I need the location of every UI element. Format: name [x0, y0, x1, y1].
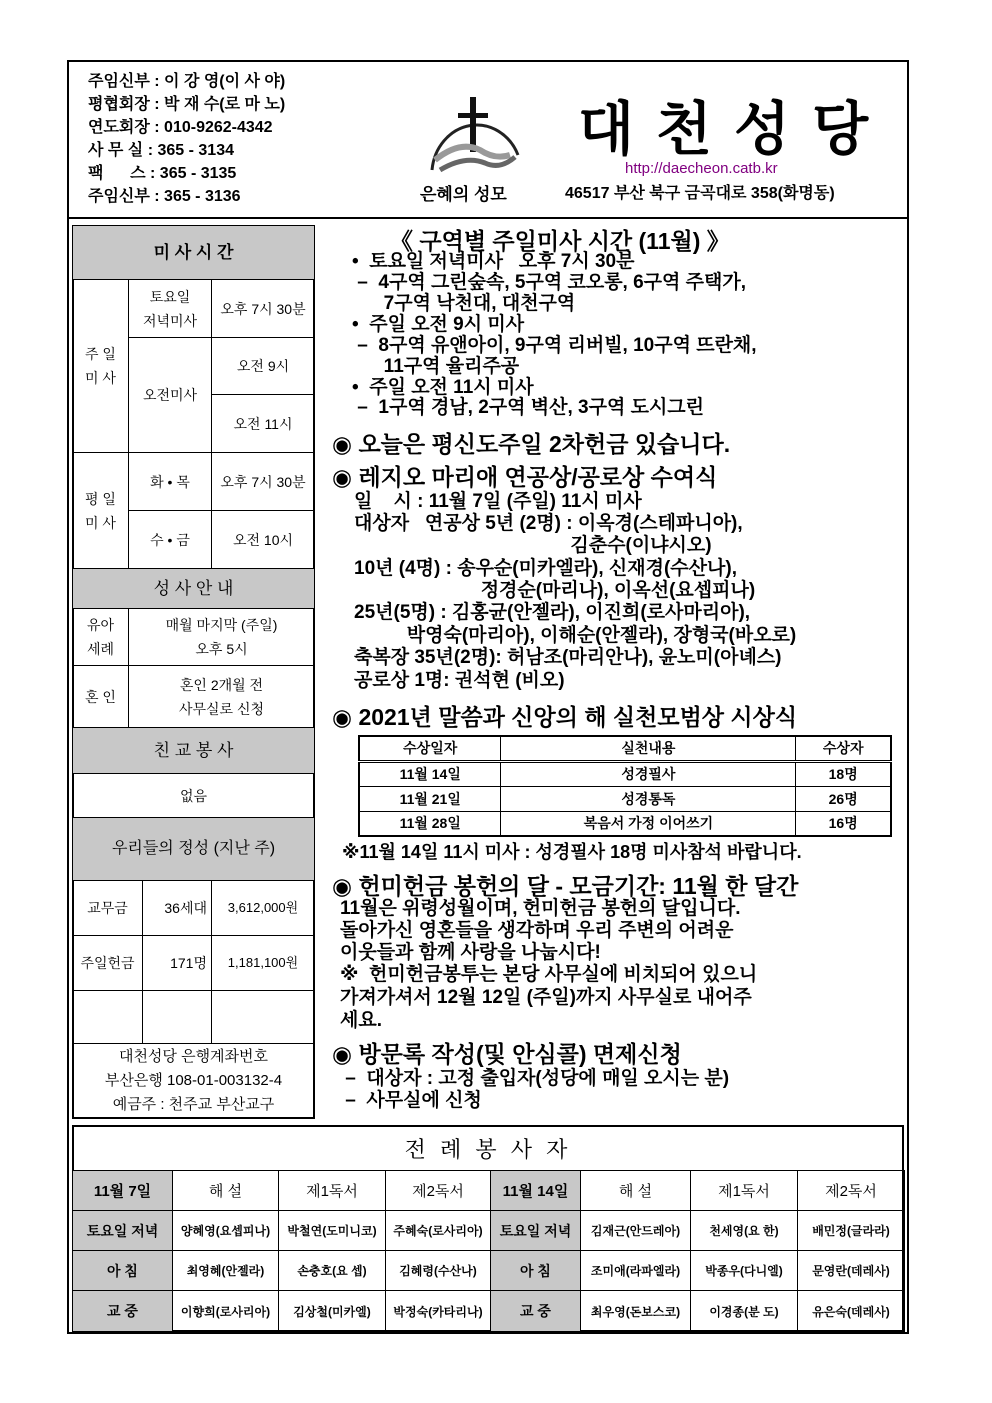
legio-line: 김춘수(이냐시오): [354, 535, 712, 556]
column-header: 수상자: [796, 736, 891, 761]
legio-line: 공로상 1명: 권석현 (비오): [354, 670, 565, 691]
award-note: ※11월 14일 11시 미사 : 성경필사 18명 미사참석 바랍니다.: [342, 842, 802, 862]
mass-line: • 주일 오전 9시 미사: [352, 314, 525, 335]
offering-name: 교무금: [72, 880, 143, 936]
offering-line: 돌아가신 영혼들을 생각하며 우리 주변의 어려운: [340, 920, 734, 941]
offering-line: 11월은 위령성월이며, 헌미헌금 봉헌의 달입니다.: [340, 898, 741, 919]
server-name: 주혜숙(로사리아): [385, 1210, 491, 1251]
empty-cell: [142, 990, 212, 1044]
visit-line: – 사무실에 신청: [340, 1090, 482, 1111]
server-name: 이향희(로사리아): [172, 1290, 279, 1332]
bank-account: [72, 1043, 315, 1119]
award-date: 11월 21일: [359, 786, 501, 811]
table-row: [359, 786, 891, 811]
mass-11am: 오전 11시: [211, 394, 315, 453]
service-label: 아 침: [72, 1250, 173, 1291]
offering-count: 36세대: [142, 880, 212, 936]
service-label: 아 침: [490, 1250, 581, 1291]
main-content: [320, 0, 908, 1120]
mass-time-heading: 미 사 시 간: [72, 225, 315, 280]
notice-heading: ◉ 오늘은 평신도주일 2차헌금 있습니다.: [332, 431, 731, 457]
offering-line: 가져가셔서 12월 12일 (주일)까지 사무실로 내어주: [340, 987, 752, 1008]
week-date: 11월 7일: [72, 1170, 173, 1211]
mass-9am: 오전 9시: [211, 337, 315, 395]
address: 46517 부산 북구 금곡대로 358(화명동): [565, 185, 835, 202]
morning-mass-label: 오전미사: [128, 337, 212, 453]
sat-evening-label: 토요일 저녁미사: [128, 279, 212, 338]
award-activity: 성경통독: [501, 786, 796, 811]
mass-line: 7구역 낙천대, 대천구역: [352, 293, 576, 314]
liturgy-title: 전 례 봉 사 자: [72, 1125, 904, 1171]
server-name: 천세영(요 한): [690, 1210, 798, 1251]
legio-line: 10년 (4명) : 송우순(미카엘라), 신재경(수산나),: [354, 558, 737, 579]
role-header: 제1독서: [690, 1170, 798, 1211]
mass-line: – 8구역 유앤아이, 9구역 리버빌, 10구역 뜨란채,: [352, 335, 757, 356]
role-header: 제2독서: [797, 1170, 905, 1211]
visit-line: – 대상자 : 고정 출입자(성당에 매일 오시는 분): [340, 1068, 730, 1089]
server-name: 이경종(분 도): [690, 1290, 798, 1332]
legio-line: 박영숙(마리아), 이해순(안젤라), 장형국(바오로): [354, 625, 797, 646]
server-name: 김재근(안드레아): [580, 1210, 691, 1251]
wed-fri-label: 수 • 금: [128, 510, 212, 569]
sat-evening-time: 오후 7시 30분: [211, 279, 315, 338]
award-date: 11월 14일: [359, 761, 501, 786]
award-table: [358, 735, 892, 837]
service-label: 교 중: [72, 1290, 173, 1332]
mass-schedule-title: 《 구역별 주일미사 시간 (11월) 》: [390, 228, 730, 254]
server-name: 최우영(돈보스코): [580, 1290, 691, 1332]
mass-line: 11구역 율리주공: [352, 356, 520, 377]
empty-cell: [211, 990, 315, 1044]
bank-line: 예금주 : 천주교 부산교구: [112, 1096, 275, 1113]
fellowship-heading: 친 교 봉 사: [72, 727, 315, 774]
sunday-mass-label: 주 일 미 사: [72, 279, 129, 453]
role-header: 해 설: [172, 1170, 279, 1211]
offering-name: 주일헌금: [72, 935, 143, 991]
server-name: 유은숙(데레사): [797, 1290, 905, 1332]
service-label: 토요일 저녁: [72, 1210, 173, 1251]
fellowship-text: 없음: [72, 773, 315, 818]
award-date: 11월 28일: [359, 811, 501, 836]
bank-line: 부산은행 108-01-003132-4: [104, 1072, 283, 1089]
wedding-text: 혼인 2개월 전 사무실로 신청: [128, 665, 315, 728]
tue-thu-time: 오후 7시 30분: [211, 452, 315, 511]
column-header: 수상일자: [359, 736, 501, 761]
table-row: [359, 761, 891, 786]
server-name: 김상철(미카엘): [278, 1290, 386, 1332]
baptism-text: 매월 마지막 (주일) 오후 5시: [128, 608, 315, 666]
server-name: 배민정(글라라): [797, 1210, 905, 1251]
server-name: 양혜영(요셉피나): [172, 1210, 279, 1251]
role-header: 제1독서: [278, 1170, 386, 1211]
info-line: 팩 스 : 365 - 3135: [88, 165, 237, 182]
role-header: 해 설: [580, 1170, 691, 1211]
offering-line: 세요.: [340, 1010, 382, 1031]
server-name: 박철연(도미니코): [278, 1210, 386, 1251]
info-line: 주임신부 : 365 - 3136: [88, 188, 241, 205]
award-count: 26명: [796, 786, 891, 811]
notice-heading: ◉ 레지오 마리애 연공상/공로상 수여식: [332, 464, 718, 490]
role-header: 제2독서: [385, 1170, 491, 1211]
table-row: [359, 811, 891, 836]
server-name: 손충호(요 셉): [278, 1250, 386, 1291]
church-name: 대천성당: [578, 95, 891, 163]
info-line: 평협회장 : 박 재 수(로 마 노): [88, 96, 286, 113]
server-name: 박정숙(카타리나): [385, 1290, 491, 1332]
server-name: 최영혜(안젤라): [172, 1250, 279, 1291]
mass-line: – 4구역 그린숲속, 5구역 코오롱, 6구역 주택가,: [352, 272, 746, 293]
notice-heading: ◉ 헌미헌금 봉헌의 달 - 모금기간: 11월 한 달간: [332, 873, 799, 899]
award-count: 16명: [796, 811, 891, 836]
wed-fri-time: 오전 10시: [211, 510, 315, 569]
column-header: 실천내용: [501, 736, 796, 761]
mass-line: • 토요일 저녁미사 오후 7시 30분: [352, 251, 635, 272]
service-label: 교 중: [490, 1290, 581, 1332]
legio-line: 25년(5명) : 김홍균(안젤라), 이진희(로사마리아),: [354, 602, 751, 623]
motto: 은혜의 성모: [420, 185, 507, 204]
tue-thu-label: 화 • 목: [128, 452, 212, 511]
award-count: 18명: [796, 761, 891, 786]
bank-line: 대천성당 은행계좌번호: [118, 1048, 269, 1065]
info-line: 연도회장 : 010-9262-4342: [88, 119, 273, 136]
empty-cell: [72, 990, 143, 1044]
offering-amount: 3,612,000원: [211, 880, 315, 936]
legio-line: 정경순(마리나), 이옥선(요셉피나): [354, 580, 756, 601]
offering-line: 이웃들과 함께 사랑을 나눕시다!: [340, 942, 601, 963]
award-activity: 성경필사: [501, 761, 796, 786]
notice-heading: ◉ 방문록 작성(및 안심콜) 면제신청: [332, 1041, 682, 1067]
weekday-mass-label: 평 일 미 사: [72, 452, 129, 569]
sacrament-heading: 성 사 안 내: [72, 568, 315, 609]
server-name: 조미애(라파엘라): [580, 1250, 691, 1291]
mass-line: – 1구역 경남, 2구역 벽산, 3구역 도시그린: [352, 397, 705, 418]
legio-line: 축복장 35년(2명): 허남조(마리안나), 윤노미(아녜스): [354, 647, 782, 668]
wedding-label: 혼 인: [72, 665, 129, 728]
info-line: 주임신부 : 이 강 영(이 사 야): [88, 73, 286, 90]
server-name: 김혜령(수산나): [385, 1250, 491, 1291]
info-line: 사 무 실 : 365 - 3134: [88, 142, 234, 159]
week-date: 11월 14일: [490, 1170, 581, 1211]
table-header-row: [359, 736, 891, 761]
baptism-label: 유아 세례: [72, 608, 129, 666]
service-label: 토요일 저녁: [490, 1210, 581, 1251]
award-activity: 복음서 가정 이어쓰기: [501, 811, 796, 836]
notice-heading: ◉ 2021년 말씀과 신앙의 해 실천모범상 시상식: [332, 704, 798, 730]
legio-line: 일 시 : 11월 7일 (주일) 11시 미사: [354, 491, 642, 512]
server-name: 문영란(데레사): [797, 1250, 905, 1291]
offering-amount: 1,181,100원: [211, 935, 315, 991]
server-name: 박종우(다니엘): [690, 1250, 798, 1291]
offering-line: ※ 헌미헌금봉투는 본당 사무실에 비치되어 있으니: [340, 964, 758, 985]
offering-heading: 우리들의 정성 (지난 주): [72, 817, 315, 881]
offering-count: 171명: [142, 935, 212, 991]
website-link[interactable]: http://daecheon.catb.kr: [625, 160, 778, 177]
legio-line: 대상자 연공상 5년 (2명) : 이옥경(스테파니아),: [354, 513, 743, 534]
mass-line: • 주일 오전 11시 미사: [352, 377, 534, 398]
